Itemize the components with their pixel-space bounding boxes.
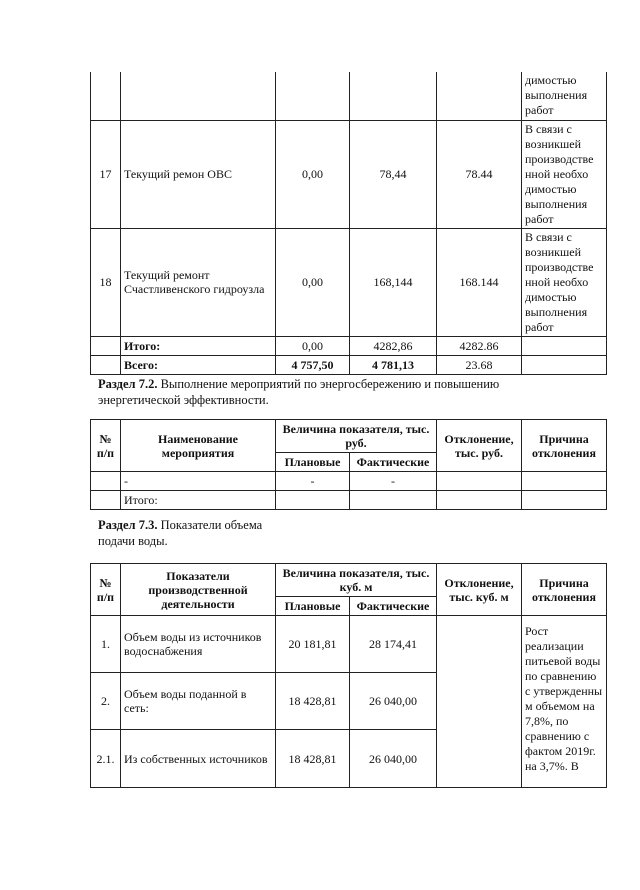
vsego-fact: 4 781,13: [350, 355, 437, 374]
row-reason: В связи с возникшей производстве нной необхо димостью выполнения работ: [522, 120, 607, 228]
row-plan: -: [276, 472, 350, 491]
row-number: 2.1.: [91, 730, 121, 788]
row-name: Объем воды поданной в сеть:: [121, 673, 276, 730]
row-reason: В связи с возникшей производстве нной необхо димостью выполнения работ: [522, 228, 607, 336]
table-row: [91, 616, 607, 673]
itogo-row: [91, 336, 607, 355]
table-row: [91, 120, 607, 228]
energy-measures-table: [90, 419, 607, 510]
row-plan: [276, 72, 350, 120]
header-plan: Плановые: [276, 597, 350, 616]
row-name: Из собственных источников: [121, 730, 276, 788]
row-name: Текущий ремон ОВС: [121, 120, 276, 228]
works-table: [90, 72, 607, 375]
vsego-plan: 4 757,50: [276, 355, 350, 374]
table-row: [91, 228, 607, 336]
row-fact: 168,144: [350, 228, 437, 336]
row-deviation: 78.44: [437, 120, 522, 228]
row-plan: 20 181,81: [276, 616, 350, 673]
row-fact: 78,44: [350, 120, 437, 228]
itogo-fact: 4282,86: [350, 336, 437, 355]
table-row: [91, 472, 607, 491]
table-header-row: [91, 420, 607, 453]
header-deviation: Отклонение, тыс. руб.: [437, 420, 522, 472]
header-fact: Фактические: [350, 597, 437, 616]
header-deviation: Отклонение, тыс. куб. м: [437, 564, 522, 616]
vsego-deviation: 23.68: [437, 355, 522, 374]
row-fact: 26 040,00: [350, 673, 437, 730]
row-plan: 18 428,81: [276, 673, 350, 730]
header-number: № п/п: [91, 420, 121, 472]
row-number: 2.: [91, 673, 121, 730]
row-name: -: [121, 472, 276, 491]
row-fact: 28 174,41: [350, 616, 437, 673]
header-value: Величина показателя, тыс. куб. м: [276, 564, 437, 597]
row-plan: 0,00: [276, 228, 350, 336]
row-number: 18: [91, 228, 121, 336]
table-header-row: [91, 564, 607, 597]
header-plan: Плановые: [276, 453, 350, 472]
row-number: [91, 72, 121, 120]
water-supply-table: [90, 563, 607, 788]
itogo-row: [91, 491, 607, 510]
section-7-2-title: Выполнение мероприятий по энергосбережению и повышению энергетической эффективности.: [98, 377, 500, 407]
itogo-deviation: 4282.86: [437, 336, 522, 355]
row-fact: 26 040,00: [350, 730, 437, 788]
row-deviation: [437, 72, 522, 120]
row-reason: Рост реализации питьевой воды по сравнению с утвержденны м объемом на 7,8%, по сравнению с фактом 2019г. на 3,7%. В: [522, 616, 607, 788]
section-7-2-number: Раздел 7.2.: [98, 377, 158, 391]
header-fact: Фактические: [350, 453, 437, 472]
section-7-3-title: Показатели объема подачи воды.: [98, 518, 263, 548]
vsego-row: [91, 355, 607, 374]
row-number: 17: [91, 120, 121, 228]
row-plan: 0,00: [276, 120, 350, 228]
row-name: Текущий ремонт Счастливенского гидроузла: [121, 228, 276, 336]
row-reason: димостью выполнения работ: [522, 72, 607, 120]
itogo-plan: 0,00: [276, 336, 350, 355]
vsego-label: Всего:: [121, 355, 276, 374]
header-value: Величина показателя, тыс. руб.: [276, 420, 437, 453]
row-deviation: [437, 616, 522, 788]
row-deviation: 168.144: [437, 228, 522, 336]
section-7-3-number: Раздел 7.3.: [98, 518, 158, 532]
header-reason: Причина отклонения: [522, 420, 607, 472]
row-name: [121, 72, 276, 120]
itogo-label: Итого:: [121, 491, 276, 510]
row-fact: [350, 72, 437, 120]
row-name: Объем воды из источников водоснабжения: [121, 616, 276, 673]
header-name: Показатели производственной деятельности: [121, 564, 276, 616]
header-number: № п/п: [91, 564, 121, 616]
row-fact: -: [350, 472, 437, 491]
section-7-3-heading: [98, 517, 288, 549]
itogo-label: Итого:: [121, 336, 276, 355]
section-7-2-heading: [98, 376, 518, 408]
header-reason: Причина отклонения: [522, 564, 607, 616]
row-number: 1.: [91, 616, 121, 673]
table-row: [91, 72, 607, 120]
row-plan: 18 428,81: [276, 730, 350, 788]
header-name: Наименование мероприятия: [121, 420, 276, 472]
